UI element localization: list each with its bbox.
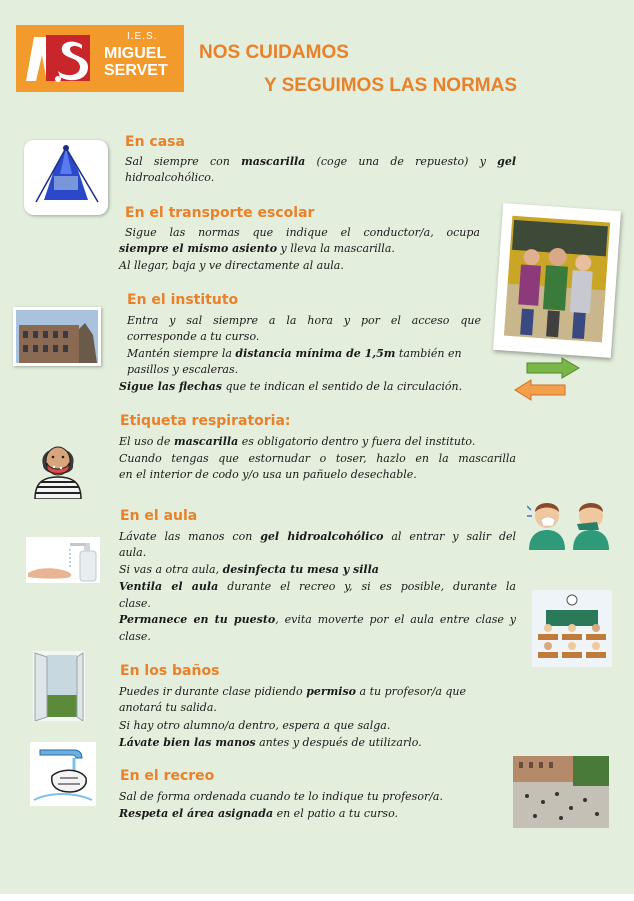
backpack-illustration: [24, 140, 108, 215]
bottom-strip: [0, 894, 634, 901]
section-title-instituto: En el instituto: [127, 292, 239, 308]
casa-line-1: Sal siempre con mascarilla (coge una de repuesto) y gel: [125, 155, 517, 168]
respiratoria-line-3: en el interior de codo y/o usa un pañuelo desechable.: [119, 468, 417, 481]
section-title-casa: En casa: [125, 134, 185, 150]
instituto-line-5: Sigue las flechas que te indican el sentido de la circulación.: [119, 380, 463, 393]
transporte-line-3: Al llegar, baja y ve directamente al aula.: [119, 259, 344, 272]
logo-ies-text: I.E.S.: [127, 31, 158, 42]
instituto-line-4: pasillos y escaleras.: [127, 363, 239, 376]
respiratoria-line-2: Cuando tengas que estornudar o toser, hazlo en la mascarilla: [119, 452, 516, 465]
orange-arrow-left-icon: [514, 379, 566, 401]
section-title-banos: En los baños: [120, 663, 220, 679]
aula-line-2: aula.: [119, 546, 147, 559]
section-title-recreo: En el recreo: [120, 768, 215, 784]
aula-line-1: Lávate las manos con gel hidroalcohólico al entrar y salir del: [119, 530, 517, 543]
aula-line-5: clase.: [119, 597, 151, 610]
instituto-line-2: corresponde a tu curso.: [127, 330, 260, 343]
school-building-photo: [13, 307, 101, 366]
banos-line-3: Si hay otro alumno/a dentro, espera a que salga.: [119, 719, 391, 732]
aula-line-3: Si vas a otra aula, desinfecta tu mesa y silla: [119, 563, 379, 576]
section-title-respiratoria: Etiqueta respiratoria:: [120, 413, 291, 429]
hand-washing-illustration: [30, 742, 96, 806]
section-title-transporte: En el transporte escolar: [125, 205, 315, 221]
logo-name-line1: MIGUEL: [104, 45, 167, 62]
bus-students-photo: [493, 203, 621, 358]
open-window-photo: [33, 651, 85, 721]
page-title-line1: NOS CUIDAMOS: [199, 42, 349, 63]
section-title-aula: En el aula: [120, 508, 198, 524]
respiratoria-line-1: El uso de mascarilla es obligatorio dentro y fuera del instituto.: [119, 435, 476, 448]
recreo-line-1: Sal de forma ordenada cuando te lo indique tu profesor/a.: [119, 790, 443, 803]
instituto-line-3: Mantén siempre la distancia mínima de 1,5m también en: [127, 347, 462, 360]
recreo-line-2: Respeta el área asignada en el patio a tu curso.: [119, 807, 398, 820]
banos-line-4: Lávate bien las manos antes y después de utilizarlo.: [119, 736, 422, 749]
logo-school-name: [104, 45, 168, 79]
casa-line-2: hidroalcohólico.: [125, 171, 215, 184]
transporte-line-1: Sigue las normas que indique el conductor/a, ocupa: [125, 226, 480, 239]
instituto-line-1: Entra y sal siempre a la hora y por el acceso que: [127, 314, 481, 327]
masked-person-illustration: [27, 437, 89, 499]
aula-line-4: Ventila el aula durante el recreo y, si es posible, durante la: [119, 580, 516, 593]
banos-line-2: anotará tu salida.: [119, 701, 217, 714]
page-title-line2: Y SEGUIMOS LAS NORMAS: [264, 75, 518, 96]
aula-line-6: Permanece en tu puesto, evita moverte por el aula entre clase y: [119, 613, 516, 626]
classroom-distancing-illustration: [532, 590, 612, 667]
schoolyard-photo: [513, 756, 609, 828]
banos-line-1: Puedes ir durante clase pidiendo permiso a tu profesor/a que: [119, 685, 467, 698]
hand-sanitizer-photo: [26, 537, 100, 583]
aula-line-7: clase.: [119, 630, 151, 643]
transporte-line-2: siempre el mismo asiento y lleva la mascarilla.: [119, 242, 395, 255]
school-logo: [16, 25, 184, 92]
logo-name-line2: SERVET: [104, 62, 168, 79]
green-arrow-right-icon: [526, 357, 580, 379]
ms-logo-mark: [20, 29, 92, 87]
sneezing-kids-illustration: [527, 496, 611, 550]
